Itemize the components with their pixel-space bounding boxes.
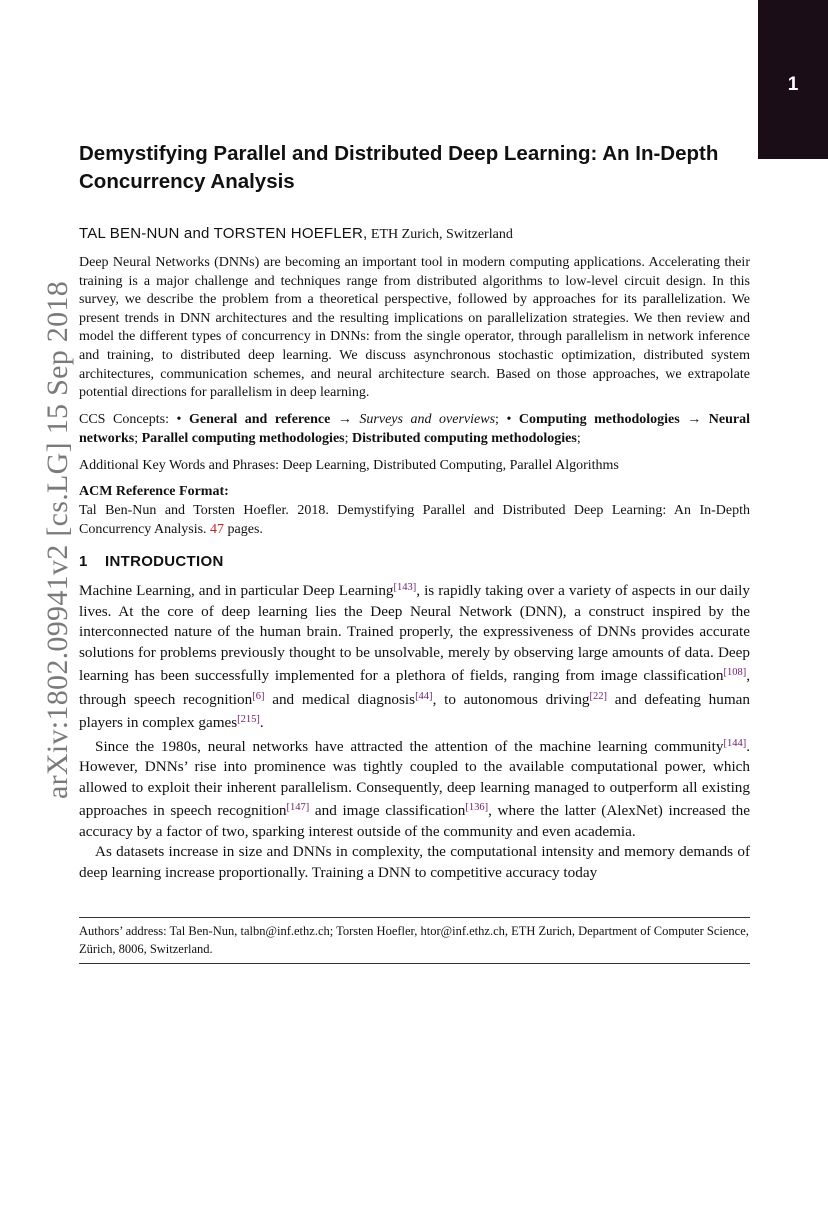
keywords: Additional Key Words and Phrases: Deep Learning, Distributed Computing, Parallel Algorithms [79, 458, 619, 473]
acm-reference [79, 502, 750, 539]
section-number: 1 [79, 553, 88, 570]
citation-link[interactable]: [143] [393, 582, 417, 593]
author-line [79, 224, 513, 245]
citation-link[interactable]: [147] [286, 802, 310, 813]
text-run: . [259, 714, 264, 731]
acm-reference-text: Tal Ben-Nun and Torsten Hoefler. 2018. Demystifying Parallel and Distributed Deep Learning: An In-Depth Concurrency Analysis. [79, 503, 750, 537]
citation-link[interactable]: [136] [465, 802, 489, 813]
text-run: . However, DNNs’ rise into prominence was tightly coupled to the available computational power, which allowed to exploit their inherent parallelism. Consequently, deep learning managed to outperform all existing approaches in speech recognition [79, 737, 750, 819]
author-names: TAL BEN-NUN and TORSTEN HOEFLER, [79, 225, 368, 242]
paragraph-1 [79, 578, 750, 734]
citation-link[interactable]: [108] [723, 667, 747, 678]
ccs-sep: ; [134, 430, 142, 446]
text-run: , through speech recognition [79, 667, 750, 708]
section-title: INTRODUCTION [105, 553, 224, 570]
text-run: , is rapidly taking over a variety of aspects in our daily lives. At the core of deep learning lies the Deep Neural Network (DNN), a construct inspired by the interconnected nature of the human brain. Trained properly, the expressiveness of DNNs provides accurate solutions for problems previously thought to be unsolvable, merely by observing large amounts of data. Deep learning has been successfully implemented for a plethora of fields, ranging from image classification [79, 582, 750, 684]
paragraph-3: As datasets increase in size and DNNs in complexity, the computational intensity and memory demands of deep learning increase proportionally. Training a DNN to competitive accuracy today [79, 843, 750, 881]
ccs-label: CCS Concepts: • [79, 412, 182, 427]
citation-link[interactable]: [44] [415, 690, 433, 702]
ccs-end: ; [576, 430, 581, 446]
acm-reference-text-end: pages. [224, 521, 263, 537]
page-number-tab [758, 0, 828, 159]
ccs-concept-4: Distributed computing methodologies [352, 430, 577, 446]
paper-title: Demystifying Parallel and Distributed Deep Learning: An In-Depth Concurrency Analysis [79, 142, 719, 193]
text-run: Since the 1980s, neural networks have attracted the attention of the machine learning community [95, 737, 724, 755]
page-number: 1 [787, 74, 799, 95]
arxiv-stamp: arXiv:1802.09941v2 [cs.LG] 15 Sep 2018 [41, 280, 74, 800]
ccs-concept-1-sub: Surveys and overviews [359, 412, 496, 427]
footnote-rule-top [79, 917, 750, 918]
citation-link[interactable]: [6] [252, 690, 265, 702]
abstract: Deep Neural Networks (DNNs) are becoming an important tool in modern computing applications. Accelerating their training is a major challenge and techniques range from distributed algorithms to low-level circuit design. In this survey, we describe the problem from a theoretical perspective, followed by approaches for its parallelization. We present trends in DNN architectures and the resulting implications on parallelization strategies. We then review and model the different types of concurrency in DNNs: from the single operator, through parallelism in network inference and training, to distributed deep learning. We discuss asynchronous stochastic optimization, distributed system architectures, communication schemes, and neural architecture search. Based on those approaches, we extrapolate potential directions for parallelism in deep learning. [79, 255, 750, 401]
citation-link[interactable]: [22] [589, 690, 608, 702]
authors-address-footnote: Authors’ address: Tal Ben-Nun, talbn@inf.ethz.ch; Torsten Hoefler, htor@inf.ethz.ch, ETH Zurich, Department of Computer Science, Zürich, 8006, Switzerland. [79, 924, 749, 956]
ccs-concept-1: General and reference → [189, 412, 360, 427]
text-run: and image classification [309, 802, 466, 819]
text-run: and defeating human players in complex games [79, 690, 751, 731]
section-heading [79, 553, 224, 570]
ccs-concepts [79, 411, 750, 448]
text-run: , to autonomous driving [432, 690, 590, 708]
ccs-concept-3: Parallel computing methodologies [141, 430, 345, 446]
footnote-rule-bottom [79, 963, 750, 964]
ccs-concept-2: Computing methodologies → Neural networks [79, 412, 750, 446]
page-count-link[interactable]: 47 [210, 521, 225, 537]
ccs-sep: ; • [495, 412, 512, 427]
text-run: , where the latter (AlexNet) increased the accuracy by a factor of two, sparking interest outside of the community and even academia. [79, 802, 751, 840]
paragraph-2 [79, 734, 750, 843]
author-affiliation: ETH Zurich, Switzerland [370, 227, 513, 242]
introduction-body [79, 578, 750, 883]
citation-link[interactable]: [144] [723, 737, 747, 749]
text-run: Machine Learning, and in particular Deep Learning [79, 582, 394, 599]
ccs-sep: ; [344, 430, 353, 446]
citation-link[interactable]: [215] [237, 714, 260, 725]
text-run: and medical diagnosis [264, 690, 416, 708]
acm-reference-heading: ACM Reference Format: [79, 484, 229, 499]
